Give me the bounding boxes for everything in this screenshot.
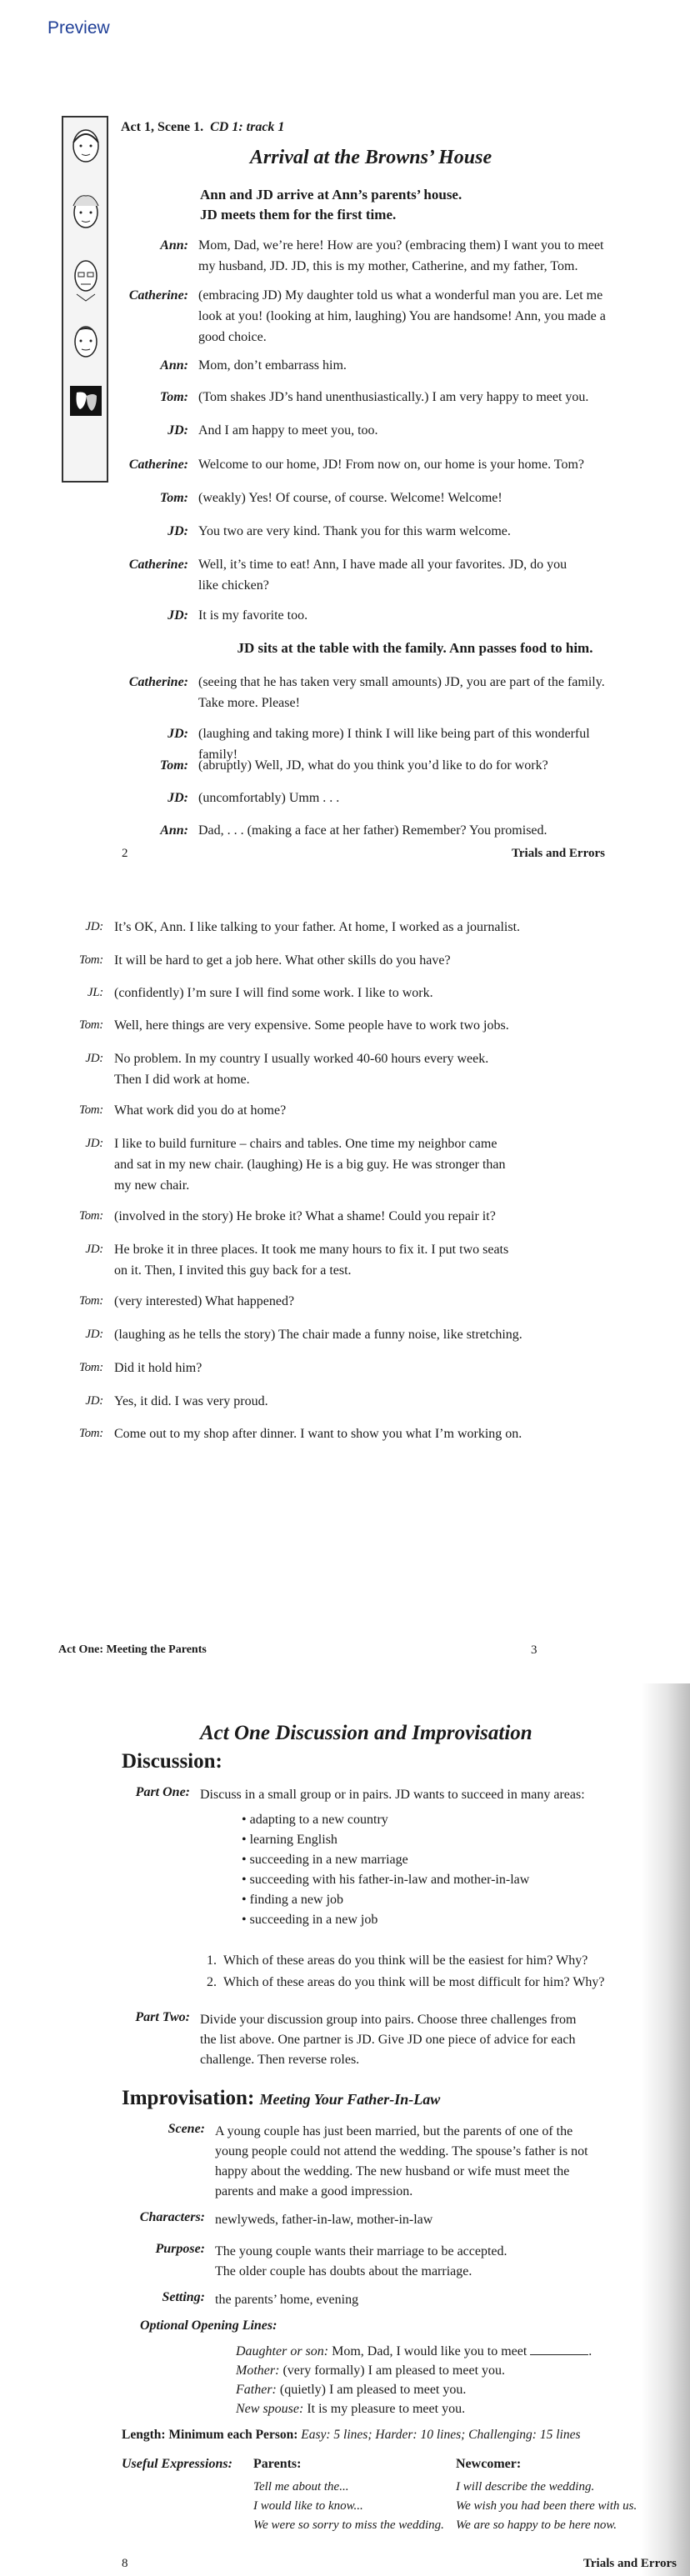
characters-label: Characters: xyxy=(139,2210,205,2224)
opening-line: New spouse: It is my pleasure to meet you. xyxy=(236,2402,466,2416)
newcomer-heading: Newcomer: xyxy=(456,2457,522,2471)
line-text: He broke it in three places. It took me many hours to fix it. I put two seats on it. Then, I invited this guy back for a test. xyxy=(114,1243,509,1278)
speaker: Tom: xyxy=(78,1018,103,1032)
line-text: And I am happy to meet you, too. xyxy=(198,423,378,438)
speaker: JD: xyxy=(168,608,188,623)
line-text: (abruptly) Well, JD, what do you think you’d like to do for work? xyxy=(198,758,548,773)
newcomer-expressions: I will describe the wedding. We wish you had been there with us. We are so happy to be here now. xyxy=(456,2480,638,2532)
challenge-list xyxy=(242,1810,529,1930)
question-list xyxy=(200,1950,605,1993)
purpose-text: The young couple wants their marriage to be accepted. The older couple has doubts about the marriage. xyxy=(215,2244,508,2278)
line-text: (laughing and taking more) I think I will like being part of this wonderful family! xyxy=(198,727,590,762)
list-item: • succeeding in a new job xyxy=(242,1910,529,1930)
cd-track: CD 1: track 1 xyxy=(210,120,285,134)
scene-title: Arrival at the Browns’ House xyxy=(249,147,492,168)
speaker: JD: xyxy=(85,1243,103,1256)
speaker: Tom: xyxy=(78,1209,103,1223)
book-title: Trials and Errors xyxy=(583,2557,677,2570)
line-text: Welcome to our home, JD! From now on, our home is your home. Tom? xyxy=(198,458,585,472)
scene-number: Act 1, Scene 1. xyxy=(121,120,204,134)
speaker: JD: xyxy=(85,1052,103,1065)
line-text: Dad, . . . (making a face at her father) Remember? You promised. xyxy=(198,823,548,838)
page-number: 3 xyxy=(531,1643,538,1657)
line-text: It’s OK, Ann. I like talking to your father. At home, I worked as a journalist. xyxy=(114,920,521,934)
speaker: Tom: xyxy=(159,390,188,404)
list-item: • succeeding in a new marriage xyxy=(242,1850,529,1870)
page-number: 2 xyxy=(122,847,128,860)
speaker: Catherine: xyxy=(128,288,188,303)
speaker: Tom: xyxy=(78,1294,103,1308)
setting-label: Setting: xyxy=(162,2290,205,2304)
speaker: Catherine: xyxy=(128,458,188,472)
opening-lines xyxy=(236,2342,592,2418)
character-portraits xyxy=(62,116,108,483)
preview-bar xyxy=(0,0,690,43)
speaker: JD: xyxy=(168,524,188,538)
intro-line: JD meets them for the first time. xyxy=(200,207,397,223)
line-text: (embracing JD) My daughter told us what a wonderful man you are. Let me look at you! (looking at him, laughing) You are handsome! Ann, you made a good choice. xyxy=(198,288,606,344)
speaker: Tom: xyxy=(78,953,103,967)
purpose-label: Purpose: xyxy=(155,2242,205,2256)
line-text: Yes, it did. I was very proud. xyxy=(114,1394,268,1408)
line-text: It is my favorite too. xyxy=(198,608,308,623)
speaker: JD: xyxy=(168,727,188,741)
line-text: Well, it’s time to eat! Ann, I have made all your favorites. JD, do you like chicken? xyxy=(198,558,568,593)
intro-line: Ann and JD arrive at Ann’s parents’ house. xyxy=(200,187,462,203)
stage-direction: JD sits at the table with the family. Ann passes food to him. xyxy=(237,640,593,656)
speaker: JD: xyxy=(85,1137,103,1150)
part-two-text: Divide your discussion group into pairs. Choose three challenges from the list above. One partner is JD. Give JD one piece of advice for each challenge. Then reverse roles. xyxy=(200,2013,577,2067)
theater-masks-icon xyxy=(68,384,103,418)
parents-heading: Parents: xyxy=(253,2457,302,2471)
list-item: • finding a new job xyxy=(242,1890,529,1910)
list-item: • adapting to a new country xyxy=(242,1810,529,1830)
line-text: Well, here things are very expensive. Some people have to work two jobs. xyxy=(114,1018,509,1033)
speaker: JD: xyxy=(168,791,188,805)
young-man-portrait-icon xyxy=(68,319,103,368)
list-item: • learning English xyxy=(242,1830,529,1850)
book-title: Trials and Errors xyxy=(512,847,605,860)
speaker: Tom: xyxy=(159,758,188,773)
speaker: Catherine: xyxy=(128,558,188,572)
line-text: Mom, Dad, we’re here! How are you? (embracing them) I want you to meet my husband, JD. JD, this is my mother, Catherine, and my father, Tom. xyxy=(198,238,604,273)
line-text: (seeing that he has taken very small amounts) JD, you are part of the family. Take more. Please! xyxy=(198,675,605,710)
useful-expressions-label: Useful Expressions: xyxy=(122,2457,232,2471)
setting-text: the parents’ home, evening xyxy=(215,2293,359,2307)
speaker: Ann: xyxy=(160,358,188,373)
speaker: Tom: xyxy=(78,1427,103,1440)
speaker: Catherine: xyxy=(128,675,188,689)
older-man-portrait-icon xyxy=(68,254,103,303)
page-1 xyxy=(0,53,690,870)
speaker: Ann: xyxy=(160,238,188,253)
discussion-heading: Discussion: xyxy=(122,1750,222,1773)
older-woman-portrait-icon xyxy=(68,189,103,238)
opening-line: Daughter or son: Mom, Dad, I would like you to meet . xyxy=(236,2344,592,2358)
speaker: Tom: xyxy=(78,1103,103,1117)
speaker: Ann: xyxy=(160,823,188,838)
preview-label: Preview xyxy=(48,18,110,38)
line-text: You two are very kind. Thank you for this warm welcome. xyxy=(198,524,511,538)
speaker: JL: xyxy=(87,986,103,999)
line-text: What work did you do at home? xyxy=(114,1103,287,1118)
line-text: (Tom shakes JD’s hand unenthusiastically.) I am very happy to meet you. xyxy=(198,390,589,404)
list-item: • succeeding with his father-in-law and mother-in-law xyxy=(242,1870,529,1890)
improvisation-heading: Improvisation: Meeting Your Father-In-Law xyxy=(122,2087,441,2109)
section-title: Act One Discussion and Improvisation xyxy=(200,1722,532,1744)
line-text: (very interested) What happened? xyxy=(114,1294,295,1308)
line-text: I like to build furniture – chairs and tables. One time my neighbor came and sat in my new chair. (laughing) He is a big guy. He was stronger than my new chair. xyxy=(114,1137,506,1193)
scene-heading xyxy=(121,120,284,135)
chapter-title: Act One: Meeting the Parents xyxy=(58,1643,207,1656)
line-text: Did it hold him? xyxy=(114,1361,202,1375)
length-requirement: Length: Minimum each Person: Easy: 5 lines; Harder: 10 lines; Challenging: 15 lines xyxy=(122,2428,581,2442)
scene-intro xyxy=(200,185,600,225)
part-one-label: Part One: xyxy=(135,1785,190,1799)
opening-lines-label: Optional Opening Lines: xyxy=(140,2318,278,2333)
woman-portrait-icon xyxy=(68,124,103,173)
speaker: JD: xyxy=(85,1394,103,1408)
line-text: No problem. In my country I usually worked 40-60 hours every week. Then I did work at home. xyxy=(114,1052,489,1087)
speaker: JD: xyxy=(168,423,188,438)
opening-line: Mother: (very formally) I am pleased to meet you. xyxy=(236,2363,506,2378)
line-text: (confidently) I’m sure I will find some work. I like to work. xyxy=(114,986,433,1000)
list-item: 1. Which of these areas do you think will be the easiest for him? Why? xyxy=(207,1953,588,1968)
list-item: 2. Which of these areas do you think will be most difficult for him? Why? xyxy=(207,1975,605,1989)
characters-text: newlyweds, father-in-law, mother-in-law xyxy=(215,2213,433,2227)
page-2 xyxy=(0,883,690,1658)
speaker: JD: xyxy=(85,1328,103,1341)
line-text: (uncomfortably) Umm . . . xyxy=(198,791,340,805)
line-text: It will be hard to get a job here. What other skills do you have? xyxy=(114,953,451,968)
line-text: Mom, don’t embarrass him. xyxy=(198,358,347,373)
parents-expressions: Tell me about the... I would like to know... We were so sorry to miss the wedding. xyxy=(253,2480,444,2532)
line-text: (involved in the story) He broke it? What a shame! Could you repair it? xyxy=(114,1209,496,1223)
speaker: JD: xyxy=(85,920,103,933)
line-text: (weakly) Yes! Of course, of course. Welcome! Welcome! xyxy=(198,491,502,505)
part-two-label: Part Two: xyxy=(135,2010,190,2024)
page-3 xyxy=(0,1683,690,2576)
improvisation-subtitle: Meeting Your Father-In-Law xyxy=(259,2091,441,2108)
speaker: Tom: xyxy=(159,491,188,505)
page-number: 8 xyxy=(122,2557,128,2570)
line-text: Come out to my shop after dinner. I want to show you what I’m working on. xyxy=(114,1427,522,1441)
opening-line: Father: (quietly) I am pleased to meet you. xyxy=(236,2383,467,2397)
scene-label: Scene: xyxy=(168,2122,205,2136)
line-text: (laughing as he tells the story) The chair made a funny noise, like stretching. xyxy=(114,1328,522,1342)
speaker: Tom: xyxy=(78,1361,103,1374)
part-one-text: Discuss in a small group or in pairs. JD wants to succeed in many areas: xyxy=(200,1788,585,1802)
scene-text: A young couple has just been married, but the parents of one of the young people could not attend the wedding. The spouse’s father is not happy about the wedding. The new husband or wife must meet the parents and make a good impression. xyxy=(215,2124,588,2198)
